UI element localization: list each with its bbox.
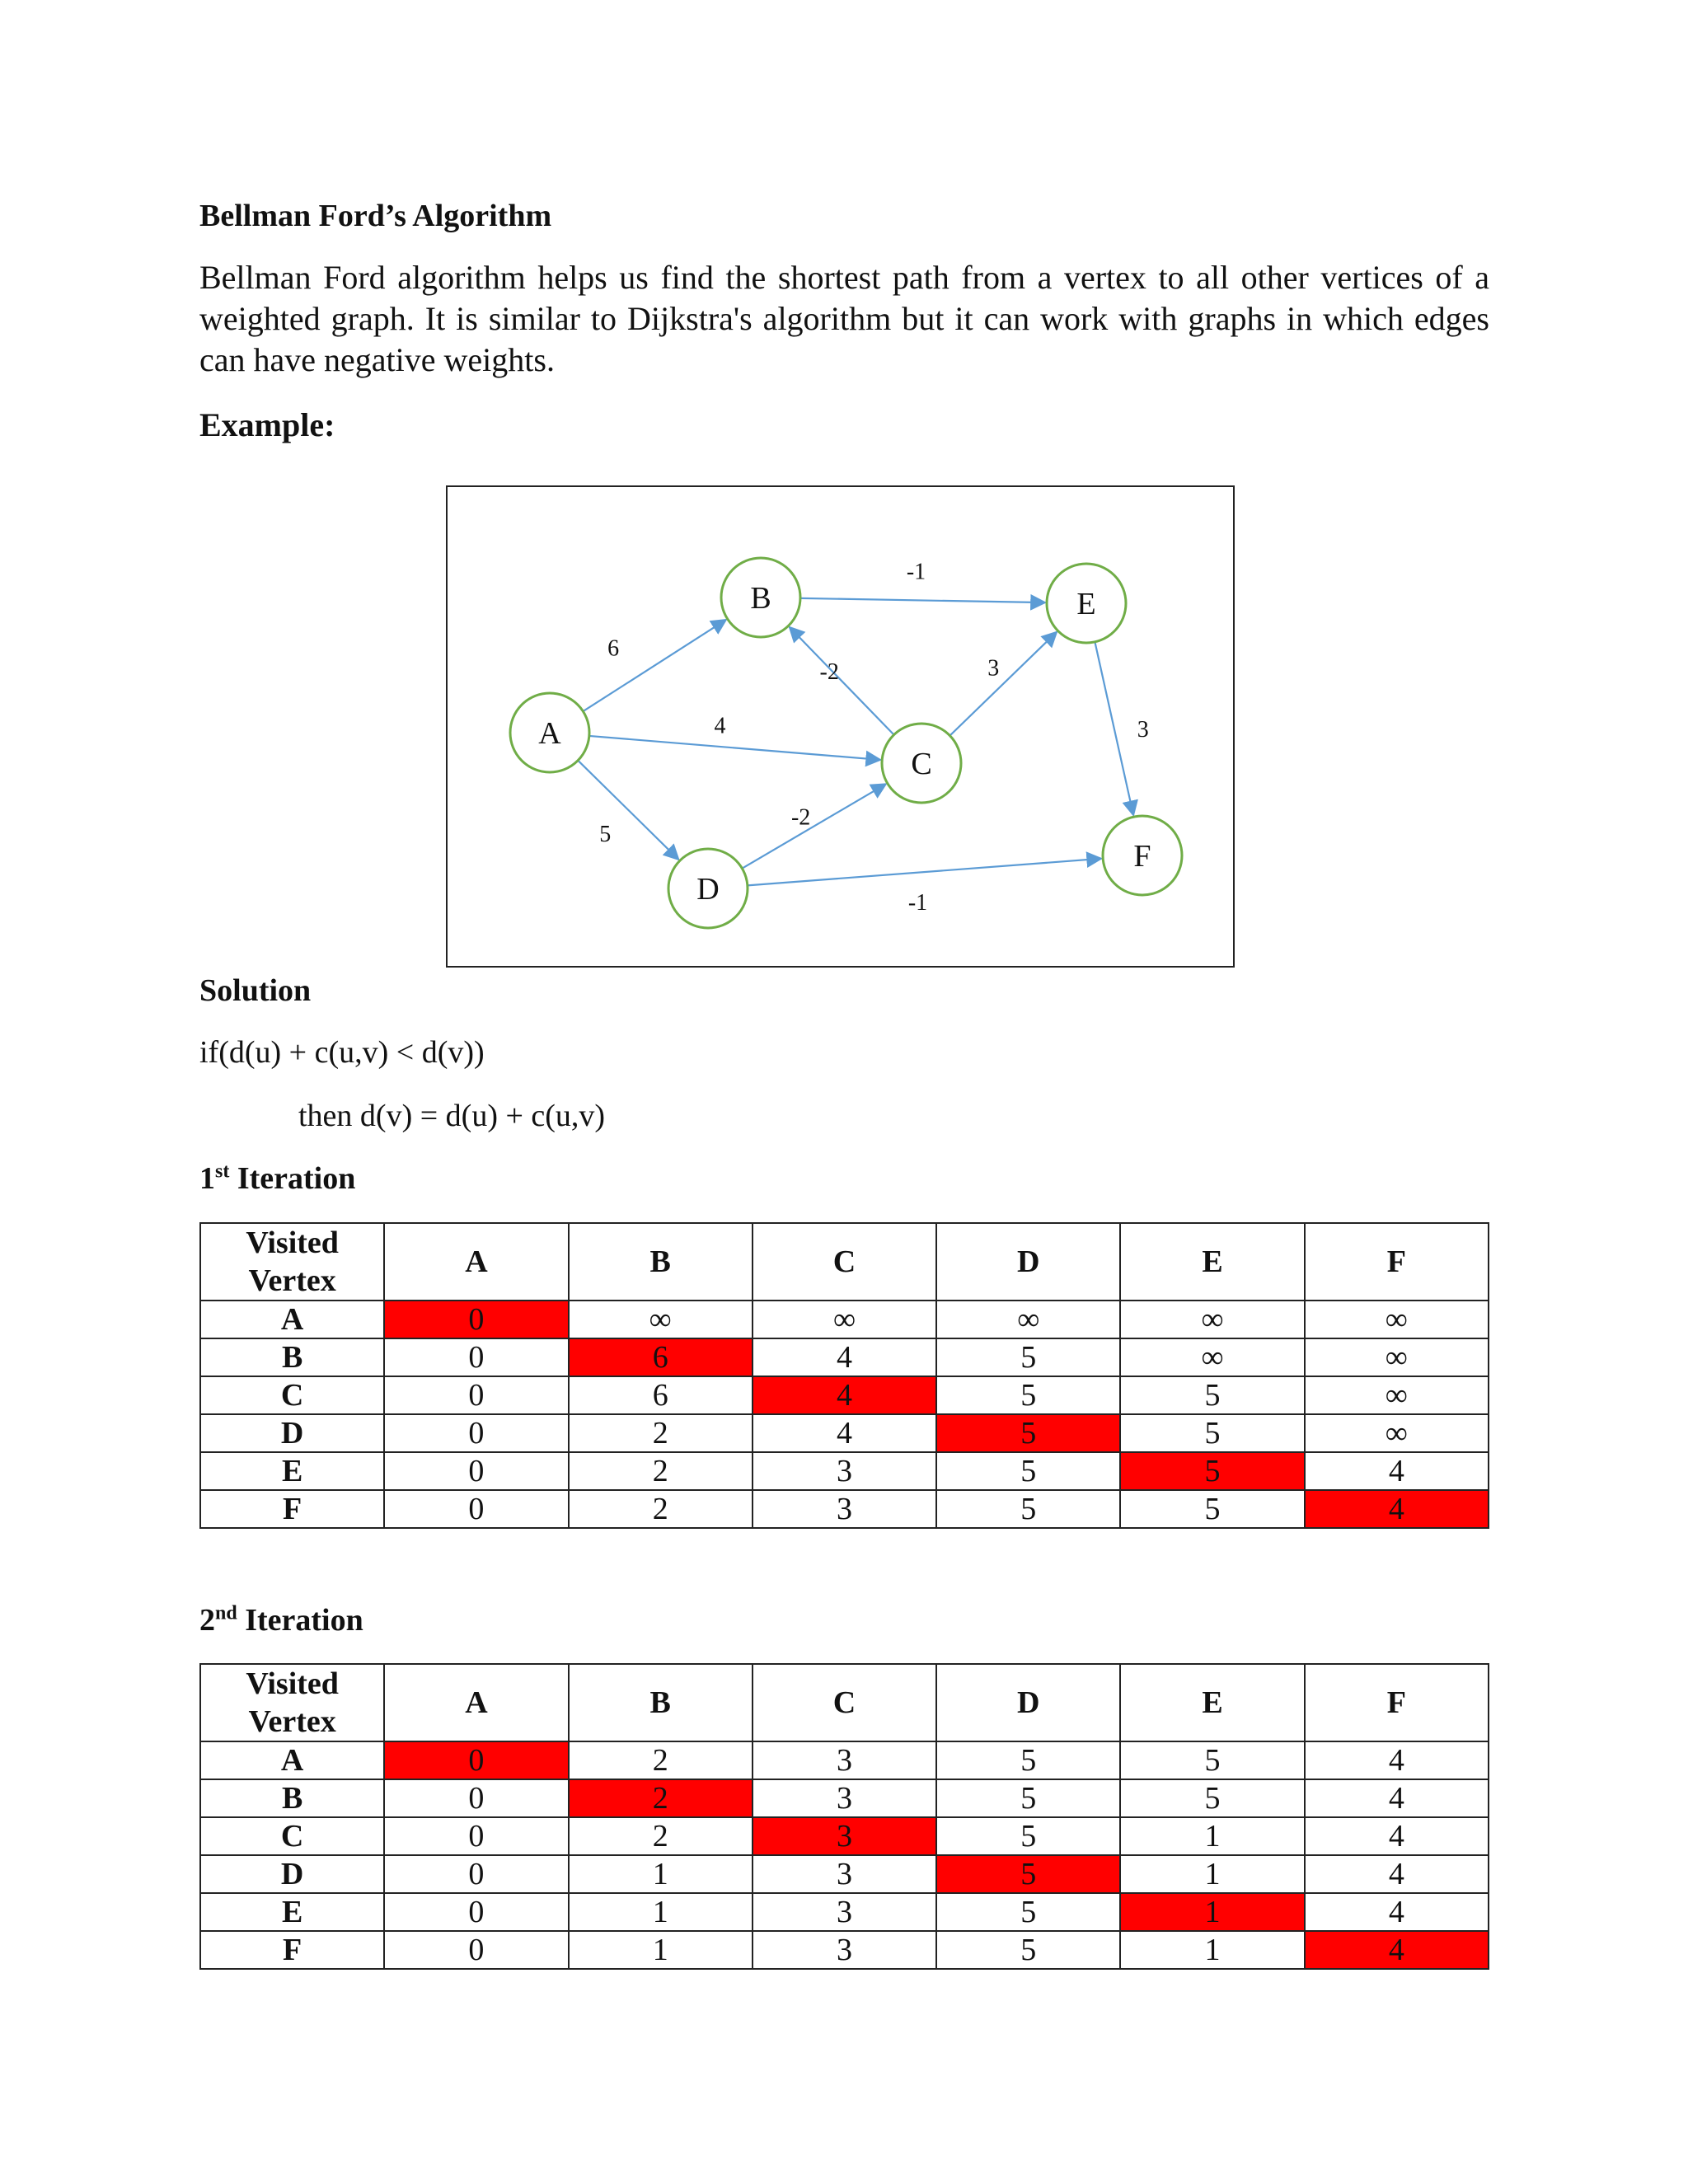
table-cell: 0 (384, 1376, 568, 1414)
header-visited-vertex: Visited Vertex (200, 1664, 384, 1741)
table-cell: 5 (1120, 1414, 1304, 1452)
table-cell: ∞ (1120, 1338, 1304, 1376)
table-row (200, 1452, 1489, 1490)
iteration-1-table (199, 1222, 1489, 1529)
iteration-2-heading (199, 1602, 363, 1638)
highlighted-cell: 6 (569, 1338, 753, 1376)
table-row (200, 1893, 1489, 1931)
highlighted-cell: 1 (1120, 1893, 1304, 1931)
table-cell: 3 (753, 1893, 936, 1931)
header-vertex-f: F (1305, 1223, 1489, 1301)
row-label-d: D (200, 1414, 384, 1452)
table-cell: 4 (1305, 1817, 1489, 1855)
table-cell: 1 (1120, 1931, 1304, 1969)
table-row (200, 1817, 1489, 1855)
table-cell: 2 (569, 1817, 753, 1855)
edge-weight-a-d: 5 (599, 821, 612, 847)
iteration-1-number: 1 (199, 1161, 215, 1196)
table-cell: 3 (753, 1741, 936, 1779)
table-cell: 5 (936, 1376, 1120, 1414)
page-title: Bellman Ford’s Algorithm (199, 199, 552, 233)
row-label-a: A (200, 1301, 384, 1338)
table-cell: 4 (1305, 1893, 1489, 1931)
table-cell: 5 (1120, 1490, 1304, 1528)
highlighted-cell: 5 (1120, 1452, 1304, 1490)
header-vertex-f: F (1305, 1664, 1489, 1741)
table-cell: 0 (384, 1452, 568, 1490)
table-cell: ∞ (569, 1301, 753, 1338)
node-label-c: C (911, 747, 932, 781)
header-vertex-a: A (384, 1664, 568, 1741)
table-cell: 0 (384, 1893, 568, 1931)
edge-weight-a-b: 6 (607, 635, 620, 662)
header-vertex-e: E (1120, 1223, 1304, 1301)
highlighted-cell: 5 (936, 1414, 1120, 1452)
table-cell: 0 (384, 1338, 568, 1376)
table-header-row (200, 1664, 1489, 1741)
table-cell: 1 (1120, 1855, 1304, 1893)
table-cell: ∞ (1305, 1301, 1489, 1338)
highlighted-cell: 0 (384, 1301, 568, 1338)
solution-label: Solution (199, 973, 312, 1008)
highlighted-cell: 2 (569, 1779, 753, 1817)
table-cell: 5 (1120, 1741, 1304, 1779)
table-cell: 1 (569, 1855, 753, 1893)
row-label-a: A (200, 1741, 384, 1779)
row-label-f: F (200, 1931, 384, 1969)
row-label-c: C (200, 1817, 384, 1855)
table-cell: ∞ (753, 1301, 936, 1338)
table-row (200, 1301, 1489, 1338)
highlighted-cell: 3 (753, 1817, 936, 1855)
graph-diagram (446, 485, 1235, 968)
header-vertex-d: D (936, 1223, 1120, 1301)
edge-weight-c-b: -2 (819, 659, 839, 686)
table-cell: 4 (1305, 1452, 1489, 1490)
iteration-2-label: Iteration (245, 1603, 363, 1638)
header-vertex-e: E (1120, 1664, 1304, 1741)
table-cell: 4 (753, 1338, 936, 1376)
row-label-d: D (200, 1855, 384, 1893)
iteration-2-suffix: nd (215, 1602, 237, 1624)
iteration-2-table (199, 1663, 1489, 1970)
table-cell: 5 (936, 1452, 1120, 1490)
row-label-b: B (200, 1338, 384, 1376)
iteration-1-heading (199, 1160, 355, 1197)
table-cell: 3 (753, 1490, 936, 1528)
highlighted-cell: 4 (1305, 1931, 1489, 1969)
header-vertex-d: D (936, 1664, 1120, 1741)
row-label-e: E (200, 1452, 384, 1490)
highlighted-cell: 5 (936, 1855, 1120, 1893)
table-row (200, 1338, 1489, 1376)
table-row (200, 1490, 1489, 1528)
formula-condition: if(d(u) + c(u,v) < d(v)) (199, 1035, 485, 1070)
node-label-a: A (538, 716, 561, 751)
table-cell: 0 (384, 1931, 568, 1969)
node-label-b: B (750, 581, 771, 616)
edge-weight-d-c: -2 (790, 804, 811, 831)
table-cell: 2 (569, 1414, 753, 1452)
edge-weight-b-e: -1 (906, 559, 926, 585)
intro-paragraph: Bellman Ford algorithm helps us find the shortest path from a vertex to all other vertices of a weighted graph. It is similar to Dijkstra's algorithm but it can work with graphs in which edges can have negative weights. (199, 259, 1489, 378)
table-cell: 4 (1305, 1779, 1489, 1817)
table-cell: 4 (753, 1414, 936, 1452)
table-cell: 4 (1305, 1855, 1489, 1893)
table-cell: 2 (569, 1490, 753, 1528)
iteration-1-suffix: st (215, 1160, 230, 1183)
highlighted-cell: 0 (384, 1741, 568, 1779)
node-label-d: D (696, 872, 720, 907)
table-header-row (200, 1223, 1489, 1301)
table-cell: 0 (384, 1779, 568, 1817)
table-cell: 5 (936, 1893, 1120, 1931)
table-row (200, 1376, 1489, 1414)
table-cell: 1 (569, 1893, 753, 1931)
table-row (200, 1414, 1489, 1452)
table-cell: 4 (1305, 1741, 1489, 1779)
table-cell: 3 (753, 1779, 936, 1817)
table-row (200, 1855, 1489, 1893)
example-label: Example: (199, 406, 335, 443)
row-label-f: F (200, 1490, 384, 1528)
table-row (200, 1779, 1489, 1817)
table-cell: ∞ (1120, 1301, 1304, 1338)
table-cell: 5 (936, 1741, 1120, 1779)
header-vertex-b: B (569, 1223, 753, 1301)
node-label-e: E (1076, 587, 1096, 621)
table-cell: ∞ (1305, 1414, 1489, 1452)
header-vertex-c: C (753, 1664, 936, 1741)
table-cell: 3 (753, 1855, 936, 1893)
table-cell: 5 (936, 1490, 1120, 1528)
table-cell: ∞ (936, 1301, 1120, 1338)
table-cell: 3 (753, 1452, 936, 1490)
edge-weight-c-e: 3 (987, 655, 1000, 682)
row-label-e: E (200, 1893, 384, 1931)
highlighted-cell: 4 (753, 1376, 936, 1414)
table-cell: 2 (569, 1452, 753, 1490)
table-row (200, 1741, 1489, 1779)
table-cell: 0 (384, 1817, 568, 1855)
table-cell: 5 (936, 1817, 1120, 1855)
table-cell: 5 (936, 1338, 1120, 1376)
table-cell: 5 (1120, 1376, 1304, 1414)
table-cell: 5 (936, 1931, 1120, 1969)
table-cell: ∞ (1305, 1376, 1489, 1414)
header-vertex-c: C (753, 1223, 936, 1301)
table-cell: 5 (1120, 1779, 1304, 1817)
table-cell: 1 (1120, 1817, 1304, 1855)
row-label-c: C (200, 1376, 384, 1414)
table-cell: 6 (569, 1376, 753, 1414)
iteration-2-number: 2 (199, 1603, 215, 1638)
header-vertex-a: A (384, 1223, 568, 1301)
edge-weight-a-c: 4 (714, 713, 726, 739)
table-cell: 1 (569, 1931, 753, 1969)
node-label-f: F (1133, 839, 1151, 874)
table-cell: 0 (384, 1490, 568, 1528)
table-cell: 2 (569, 1741, 753, 1779)
table-cell: 0 (384, 1855, 568, 1893)
edge-weight-d-f: -1 (907, 890, 928, 916)
header-visited-vertex: Visited Vertex (200, 1223, 384, 1301)
table-row (200, 1931, 1489, 1969)
header-vertex-b: B (569, 1664, 753, 1741)
table-cell: 3 (753, 1931, 936, 1969)
table-cell: ∞ (1305, 1338, 1489, 1376)
table-cell: 0 (384, 1414, 568, 1452)
highlighted-cell: 4 (1305, 1490, 1489, 1528)
iteration-1-label: Iteration (237, 1161, 356, 1196)
formula-update: then d(v) = d(u) + c(u,v) (298, 1099, 606, 1133)
row-label-b: B (200, 1779, 384, 1817)
table-cell: 5 (936, 1779, 1120, 1817)
edge-weight-e-f: 3 (1137, 717, 1149, 743)
